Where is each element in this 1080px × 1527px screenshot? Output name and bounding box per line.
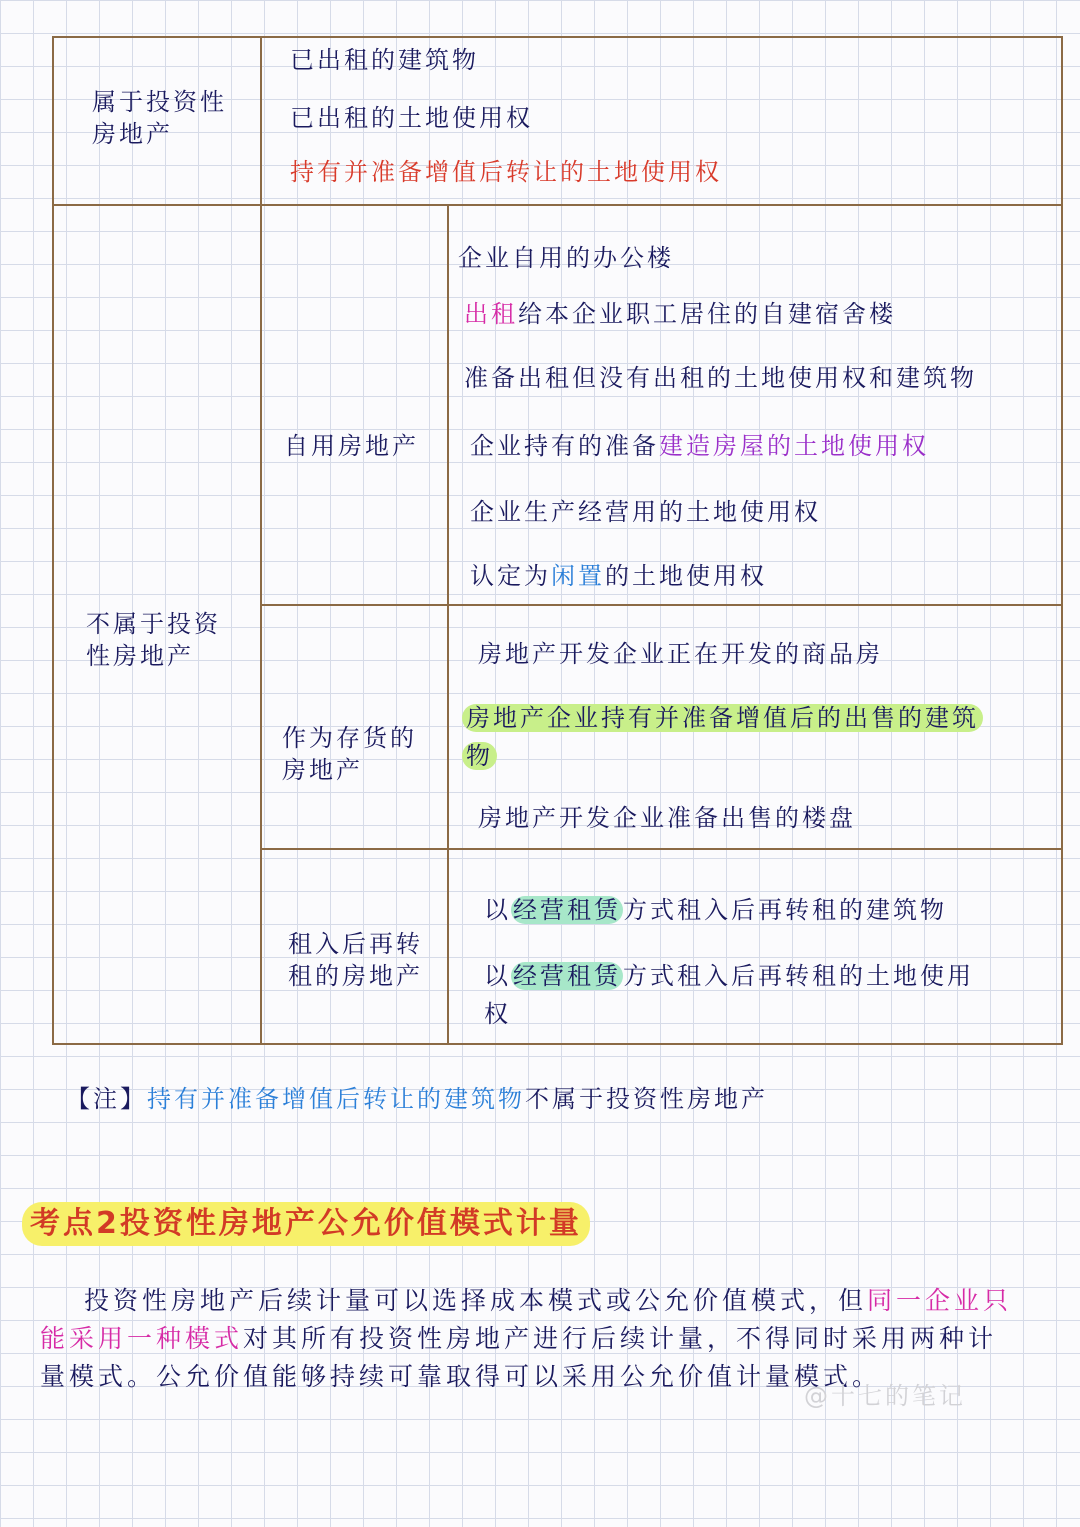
note-suffix: 不属于投资性房地产	[525, 1085, 768, 1113]
item-text: 以	[484, 896, 511, 924]
para-text: 投资性房地产后续计量可以选择成本模式或公允价值模式，但	[84, 1286, 868, 1315]
list-item	[478, 802, 856, 834]
item-text: 已出租的建筑物	[290, 46, 479, 74]
item-text: 认定为	[470, 562, 551, 590]
list-item	[464, 362, 977, 394]
list-item	[484, 960, 974, 992]
para-emphasis: 同一企业只能采用一种模式	[40, 1286, 1013, 1353]
item-text-pink: 出租	[464, 300, 518, 328]
table-border-bottom	[52, 1043, 1063, 1045]
list-item	[290, 156, 722, 188]
item-text: 权	[484, 1000, 511, 1028]
category-non-investment-property: 不属于投资性房地产	[86, 610, 221, 670]
list-item	[458, 242, 674, 274]
list-item	[462, 740, 497, 772]
item-text: 方式租入后再转租的建筑物	[623, 896, 947, 924]
note-highlight: 持有并准备增值后转让的建筑物	[147, 1085, 525, 1113]
item-text-highlight: 房地产企业持有并准备增值后的出售的建筑	[462, 704, 983, 732]
item-text: 的土地使用权	[605, 562, 767, 590]
list-item	[478, 638, 883, 670]
table-divider-col2	[447, 204, 449, 1045]
subgroup-label-inventory: 作为存货的房地产	[282, 724, 417, 784]
subgroup-label-sublease: 租入后再转租的房地产	[288, 930, 423, 990]
list-item	[484, 998, 511, 1030]
list-item	[290, 102, 533, 134]
table-divider-sub2	[260, 848, 1063, 850]
list-item	[470, 496, 821, 528]
para-text: 对其所有投资性房地产进行后续计量，不得同时采用两种计量模式。公允价值能够持续可靠取得可以采用公允价值计量模式。	[40, 1324, 998, 1391]
item-text: 企业持有的准备	[470, 432, 659, 460]
note-prefix: 【注】	[66, 1085, 147, 1113]
item-text: 房地产开发企业正在开发的商品房	[478, 640, 883, 668]
section-title: 考点2投资性房地产公允价值模式计量	[22, 1202, 590, 1246]
item-text-purple: 建造房屋的土地使用权	[659, 432, 929, 460]
item-text-highlight: 经营租赁	[513, 896, 621, 924]
item-text-highlight: 经营租赁	[513, 962, 621, 990]
item-text: 以	[484, 962, 511, 990]
item-text-blue: 闲置	[551, 562, 605, 590]
item-text-highlight: 物	[462, 742, 497, 770]
item-text: 房地产开发企业准备出售的楼盘	[478, 804, 856, 832]
item-text: 给本企业职工居住的自建宿舍楼	[518, 300, 896, 328]
item-text: 企业生产经营用的土地使用权	[470, 498, 821, 526]
list-item	[464, 298, 896, 330]
table-border-right	[1061, 36, 1063, 1045]
item-text: 方式租入后再转租的土地使用	[623, 962, 974, 990]
list-item	[462, 702, 983, 734]
table-divider-col1	[260, 36, 262, 1045]
watermark: @十七的笔记	[804, 1382, 966, 1410]
table-divider-row1	[52, 204, 1063, 206]
subgroup-label-self-use: 自用房地产	[284, 432, 419, 460]
category-investment-property: 属于投资性房地产	[92, 88, 227, 148]
item-text-red: 持有并准备增值后转让的土地使用权	[290, 158, 722, 186]
item-text: 企业自用的办公楼	[458, 244, 674, 272]
table-border-top	[52, 36, 1063, 38]
list-item	[470, 560, 767, 592]
note	[66, 1082, 768, 1116]
list-item	[290, 44, 479, 76]
item-text: 准备出租但没有出租的土地使用权和建筑物	[464, 364, 977, 392]
list-item	[470, 430, 929, 462]
list-item	[484, 894, 947, 926]
item-text: 已出租的土地使用权	[290, 104, 533, 132]
table-divider-sub1	[260, 604, 1063, 606]
table-border-left	[52, 36, 54, 1045]
